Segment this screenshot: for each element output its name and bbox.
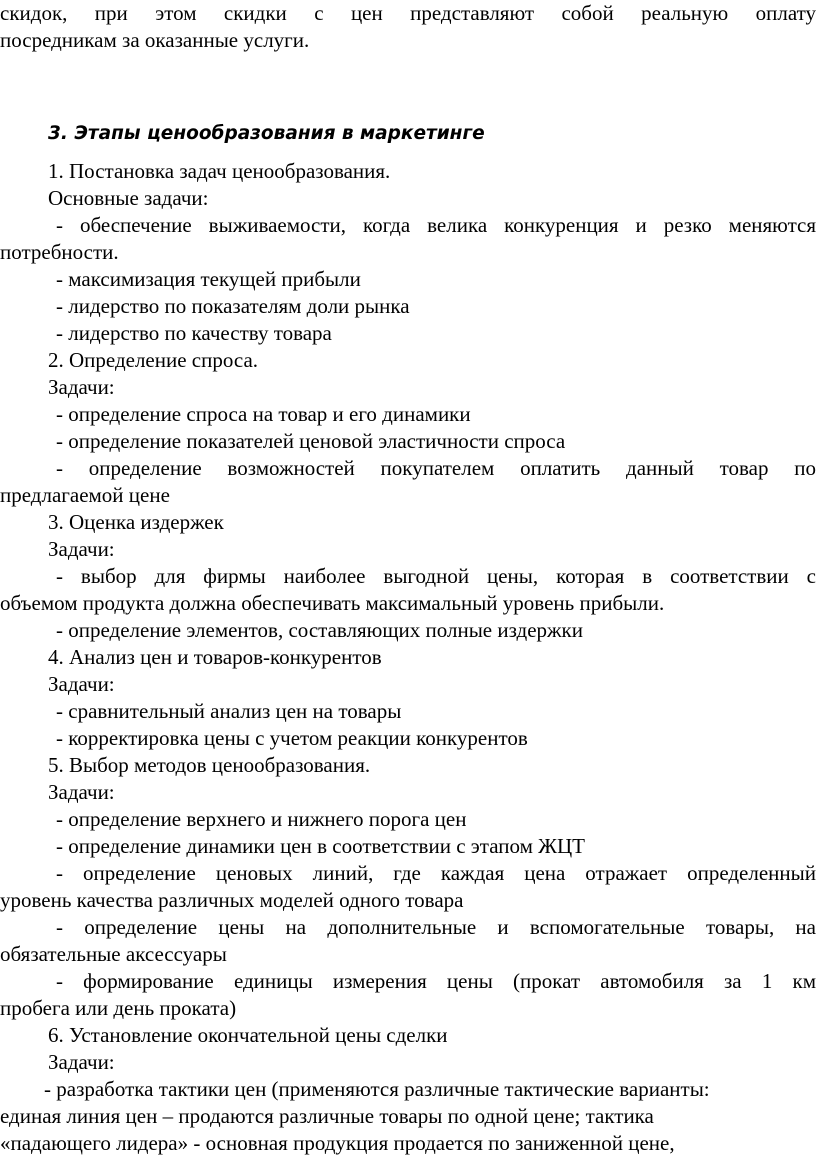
- text-line: 3. Оценка издержек: [48, 510, 224, 534]
- text-line: уровень качества различных моделей одного товара: [0, 888, 464, 912]
- text-line: пробега или день проката): [0, 996, 237, 1020]
- text-line: - определение ценовых линий, где каждая цена отражает определенный: [56, 861, 816, 885]
- text-line: - обеспечение выживаемости, когда велика конкуренция и резко меняются: [56, 213, 816, 237]
- section-title: 3. Этапы ценообразования в маркетинге: [48, 123, 485, 144]
- text-line: Основные задачи:: [48, 186, 209, 210]
- text-line: потребности.: [0, 240, 119, 264]
- text-line: предлагаемой цене: [0, 483, 170, 507]
- text-line: обязательные аксессуары: [0, 942, 227, 966]
- text-line: Задачи:: [48, 375, 115, 399]
- text-line: 2. Определение спроса.: [48, 348, 259, 372]
- text-line: объемом продукта должна обеспечивать максимальный уровень прибыли.: [0, 591, 665, 615]
- text-line: - выбор для фирмы наиболее выгодной цены, которая в соответствии с: [56, 564, 816, 588]
- text-line: 4. Анализ цен и товаров-конкурентов: [48, 645, 382, 669]
- text-line: Задачи:: [48, 780, 115, 804]
- intro-line-1: скидок, при этом скидки с цен представляют собой реальную оплату: [0, 1, 816, 25]
- text-line: 6. Установление окончательной цены сделки: [48, 1023, 448, 1047]
- text-line: 1. Постановка задач ценообразования.: [48, 159, 391, 183]
- text-line: - лидерство по качеству товара: [56, 321, 332, 345]
- text-line: - определение спроса на товар и его динамики: [56, 402, 471, 426]
- intro-line-2: посредникам за оказанные услуги.: [0, 28, 310, 52]
- text-line: - максимизация текущей прибыли: [56, 267, 361, 291]
- text-line: - разработка тактики цен (применяются различные тактические варианты:: [44, 1077, 710, 1101]
- text-line: - определение элементов, составляющих полные издержки: [56, 618, 583, 642]
- text-line: - определение возможностей покупателем оплатить данный товар по: [56, 456, 816, 480]
- text-line: - определение цены на дополнительные и вспомогательные товары, на: [56, 915, 816, 939]
- text-line: - сравнительный анализ цен на товары: [56, 699, 402, 723]
- text-line: - определение динамики цен в соответствии с этапом ЖЦТ: [56, 834, 585, 858]
- text-line: Задачи:: [48, 672, 115, 696]
- text-line: Задачи:: [48, 537, 115, 561]
- text-line: Задачи:: [48, 1050, 115, 1074]
- text-line: «падающего лидера» - основная продукция продается по заниженной цене,: [0, 1131, 675, 1155]
- text-line: единая линия цен – продаются различные товары по одной цене; тактика: [0, 1104, 654, 1128]
- text-line: - формирование единицы измерения цены (прокат автомобиля за 1 км: [56, 969, 816, 993]
- text-line: - корректировка цены с учетом реакции конкурентов: [56, 726, 528, 750]
- text-line: 5. Выбор методов ценообразования.: [48, 753, 371, 777]
- text-line: - лидерство по показателям доли рынка: [56, 294, 410, 318]
- text-line: - определение показателей ценовой эластичности спроса: [56, 429, 566, 453]
- text-line: - определение верхнего и нижнего порога цен: [56, 807, 467, 831]
